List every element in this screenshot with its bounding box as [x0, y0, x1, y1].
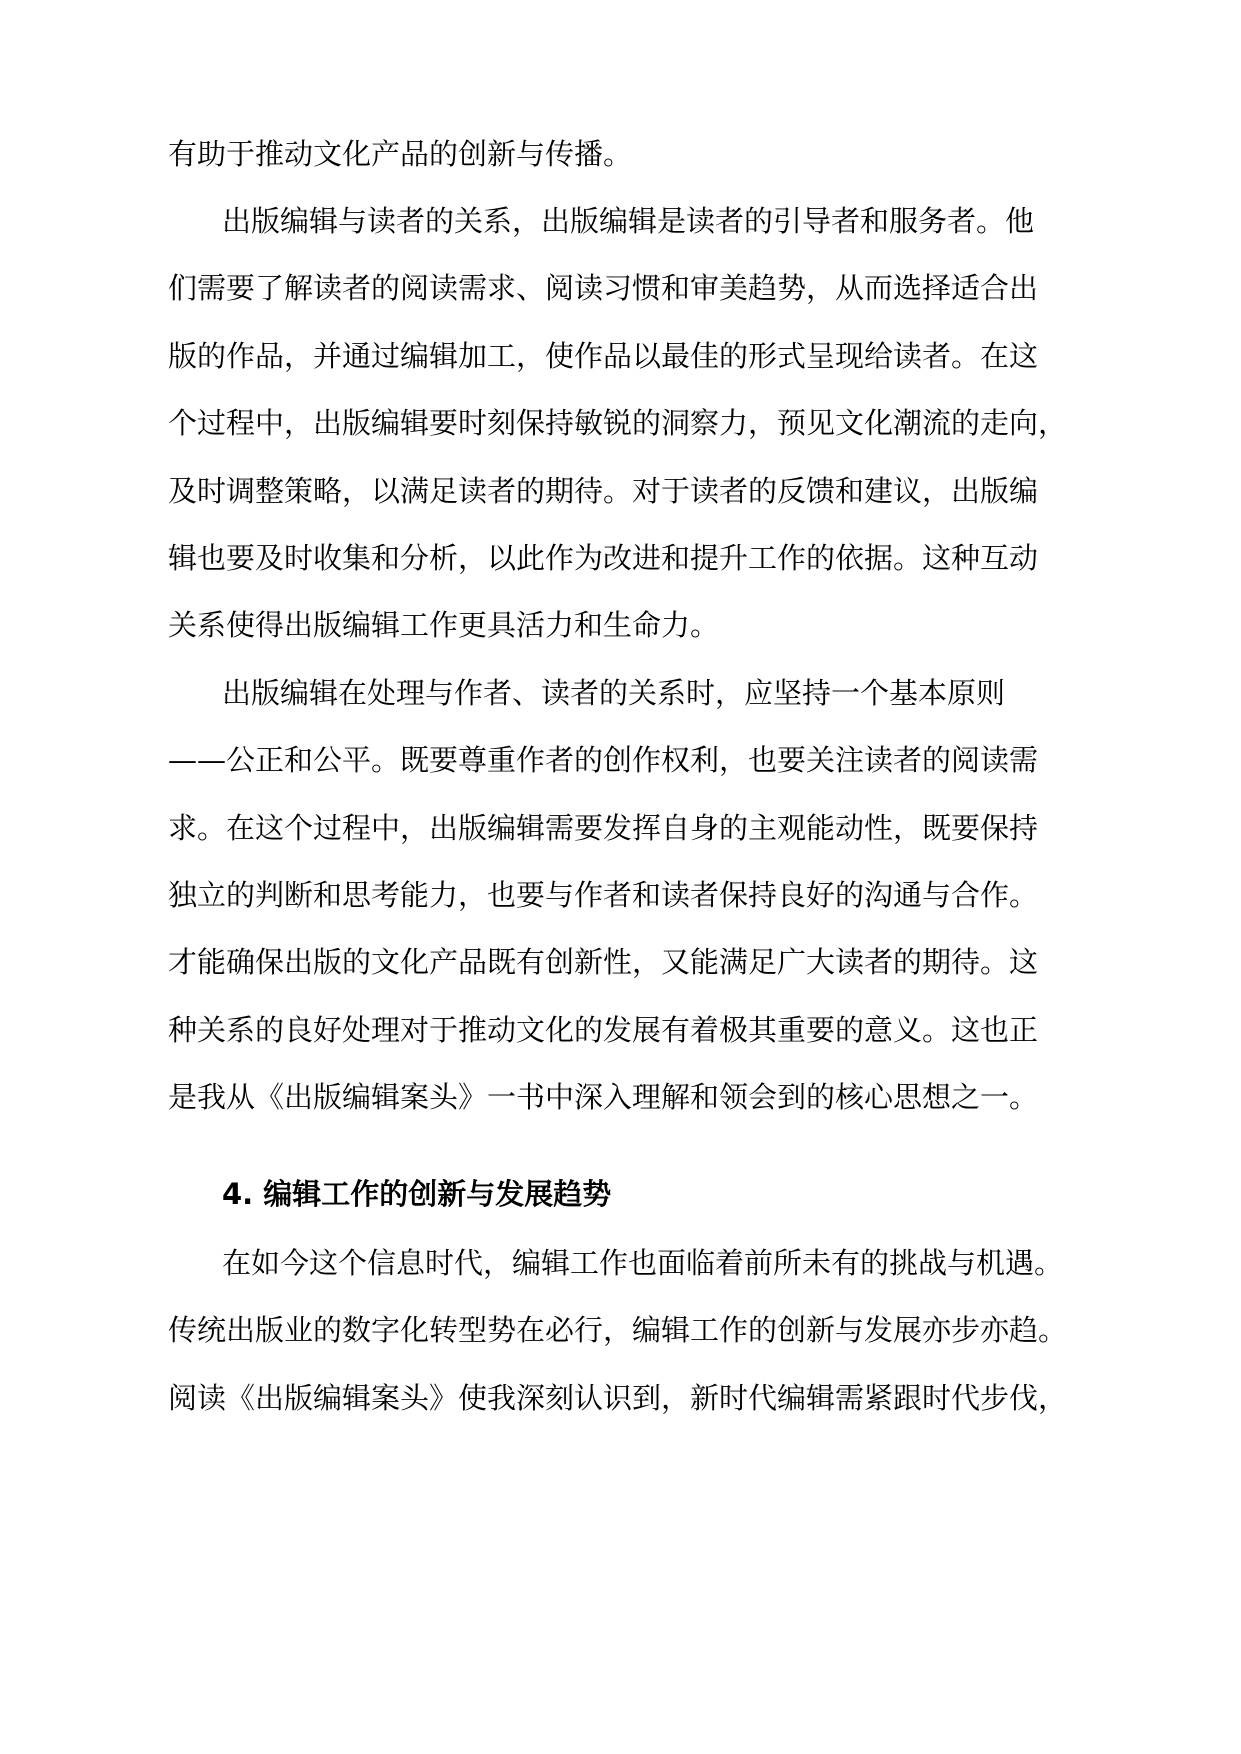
- text-line: 个过程中，出版编辑要时刻保持敏锐的洞察力，预见文化潮流的走向，: [168, 406, 1068, 440]
- text-line: 们需要了解读者的阅读需求、阅读习惯和审美趋势，从而选择适合出: [168, 271, 1039, 305]
- paragraph-line: [0, 336, 1241, 376]
- paragraph-line: [0, 134, 1241, 174]
- paragraph-line: [0, 1243, 1241, 1283]
- paragraph-line: [0, 471, 1241, 511]
- text-line: 在如今这个信息时代，编辑工作也面临着前所未有的挑战与机遇。: [222, 1246, 1064, 1280]
- text-line: 出版编辑与读者的关系，出版编辑是读者的引导者和服务者。他: [222, 204, 1035, 238]
- text-line: 出版编辑在处理与作者、读者的关系时，应坚持一个基本原则: [222, 676, 1006, 710]
- text-line: 阅读《出版编辑案头》使我深刻认识到，新时代编辑需紧跟时代步伐，: [168, 1381, 1068, 1415]
- paragraph-line: [0, 808, 1241, 848]
- text-line: ——公正和公平。既要尊重作者的创作权利，也要关注读者的阅读需: [168, 743, 1039, 777]
- paragraph-line: [0, 268, 1241, 308]
- section-heading-line: [0, 1174, 1241, 1214]
- text-line: 传统出版业的数字化转型势在必行，编辑工作的创新与发展亦步亦趋。: [168, 1313, 1068, 1347]
- paragraph-line: [0, 673, 1241, 713]
- text-line: 是我从《出版编辑案头》一书中深入理解和领会到的核心思想之一。: [168, 1080, 1039, 1114]
- text-line: 才能确保出版的文化产品既有创新性，又能满足广大读者的期待。这: [168, 945, 1039, 979]
- paragraph-line: [0, 403, 1241, 443]
- paragraph-line: [0, 942, 1241, 982]
- paragraph-line: [0, 1010, 1241, 1050]
- paragraph-line: [0, 875, 1241, 915]
- text-line: 有助于推动文化产品的创新与传播。: [168, 137, 633, 171]
- text-line: 版的作品，并通过编辑加工，使作品以最佳的形式呈现给读者。在这: [168, 339, 1039, 373]
- text-line: 独立的判断和思考能力，也要与作者和读者保持良好的沟通与合作。: [168, 878, 1039, 912]
- section-heading: 4. 编辑工作的创新与发展趋势: [222, 1177, 612, 1211]
- text-line: 种关系的良好处理对于推动文化的发展有着极其重要的意义。这也正: [168, 1013, 1039, 1047]
- paragraph-line: [0, 1077, 1241, 1117]
- text-line: 求。在这个过程中，出版编辑需要发挥自身的主观能动性，既要保持: [168, 811, 1039, 845]
- text-line: 辑也要及时收集和分析，以此作为改进和提升工作的依据。这种互动: [168, 541, 1039, 575]
- text-line: 关系使得出版编辑工作更具活力和生命力。: [168, 608, 720, 642]
- paragraph-line: [0, 1310, 1241, 1350]
- paragraph-line: [0, 538, 1241, 578]
- paragraph-line: [0, 740, 1241, 780]
- paragraph-line: [0, 605, 1241, 645]
- text-line: 及时调整策略，以满足读者的期待。对于读者的反馈和建议，出版编: [168, 474, 1039, 508]
- paragraph-line: [0, 201, 1241, 241]
- paragraph-line: [0, 1378, 1241, 1418]
